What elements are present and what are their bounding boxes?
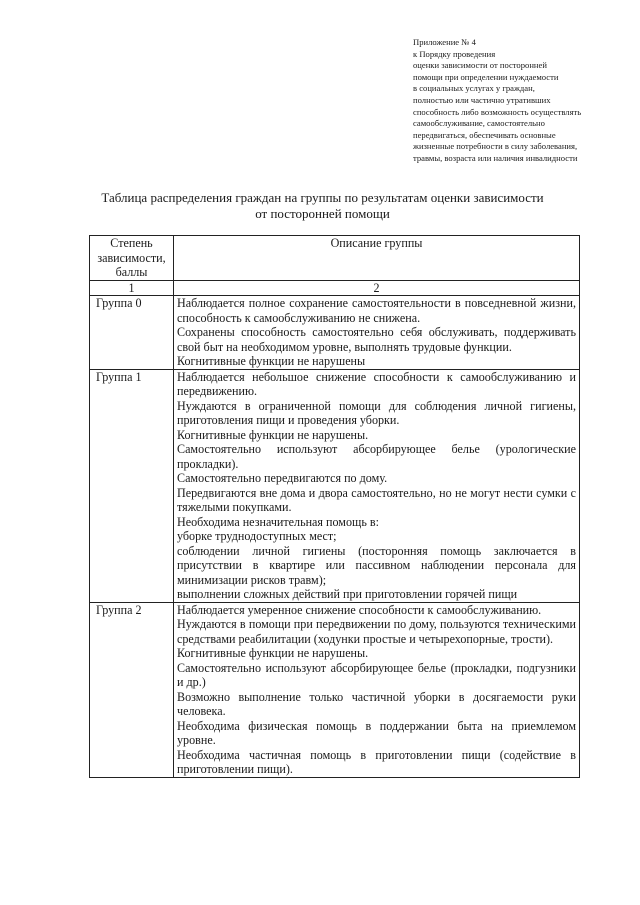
appendix-line: травмы, возраста или наличия инвалидности [413,152,578,163]
header-group-description: Описание группы [174,236,580,281]
description-paragraph: Наблюдается полное сохранение самостоятельности в повседневной жизни, способность к самообслуживанию не снижена. [177,296,576,325]
description-paragraph: Нуждаются в помощи при передвижении по дому, пользуются техническими средствами реабилитации (ходунки простые и четырехопорные, трости). [177,617,576,646]
appendix-line: Приложение № 4 [413,37,476,47]
column-number: 1 [90,280,174,296]
description-paragraph: Когнитивные функции не нарушены. [177,646,369,660]
group-label: Группа 2 [90,602,174,777]
appendix-line: к Порядку проведения [413,48,496,59]
group-description [174,602,580,777]
description-paragraph: Нуждаются в ограниченной помощи для соблюдения личной гигиены, приготовления пищи и проведения уборки. [177,398,576,427]
table-row-group-1 [90,369,580,602]
table-row-group-0 [90,296,580,370]
appendix-line: помощи при определении нуждаемости [413,71,559,82]
appendix-line: передвигаться, обеспечивать основные [413,129,556,140]
appendix-line: полностью или частично утративших [413,94,551,105]
description-paragraph: Сохранены способность самостоятельно себя обслуживать, поддерживать свой быт на необходимом уровне, выполнять трудовые функции. [177,325,576,354]
description-paragraph: уборке труднодоступных мест; [177,529,337,543]
appendix-line: жизненные потребности в силу заболевания, [413,141,578,152]
description-paragraph: Необходима незначительная помощь в: [177,514,379,529]
description-paragraph: Наблюдается умеренное снижение способности к самообслуживанию. [177,602,542,617]
description-paragraph: выполнении сложных действий при приготовлении горячей пищи [177,587,518,601]
group-label: Группа 1 [90,369,174,602]
group-label: Группа 0 [90,296,174,370]
column-number: 2 [174,280,580,296]
appendix-line: способность либо возможность осуществлять [413,106,582,117]
description-paragraph: Самостоятельно передвигаются по дому. [177,471,388,485]
description-paragraph: Необходима физическая помощь в поддержании быта на приемлемом уровне. [177,718,576,747]
description-paragraph: Передвигаются вне дома и двора самостоятельно, но не могут нести сумки с тяжелыми покупками. [177,485,576,514]
group-description [174,369,580,602]
description-paragraph: Самостоятельно используют абсорбирующее белье (прокладки, подгузники и др.) [177,660,576,689]
description-paragraph: Когнитивные функции не нарушены [177,354,366,368]
document-title: Таблица распределения граждан на группы по результатам оценки зависимости от посторонней помощи [101,190,544,221]
table-header-row [90,236,580,281]
appendix-line: в социальных услугах у граждан, [413,83,535,94]
group-distribution-table [89,235,580,778]
description-paragraph: Когнитивные функции не нарушены. [177,427,369,442]
group-description [174,296,580,370]
description-paragraph: Возможно выполнение только частичной уборки в досягаемости руки человека. [177,689,576,718]
column-number-row [90,280,580,296]
appendix-line: самообслуживание, самостоятельно [413,118,545,129]
appendix-note [413,37,628,165]
description-paragraph: соблюдении личной гигиены (посторонняя помощь заключается в присутствии в квартире или пассивном наблюдении персонала для минимизации рисков травм); [177,543,576,587]
header-dependency-degree: Степень зависимости, баллы [90,236,174,281]
description-paragraph: Наблюдается небольшое снижение способности к самообслуживанию и передвижению. [177,369,576,398]
description-paragraph: Необходима частичная помощь в приготовлении пищи (содействие в приготовлении пищи). [177,747,576,776]
description-paragraph: Самостоятельно используют абсорбирующее белье (урологические прокладки). [177,442,576,471]
table-row-group-2 [90,602,580,777]
appendix-line: оценки зависимости от посторонней [413,60,547,71]
